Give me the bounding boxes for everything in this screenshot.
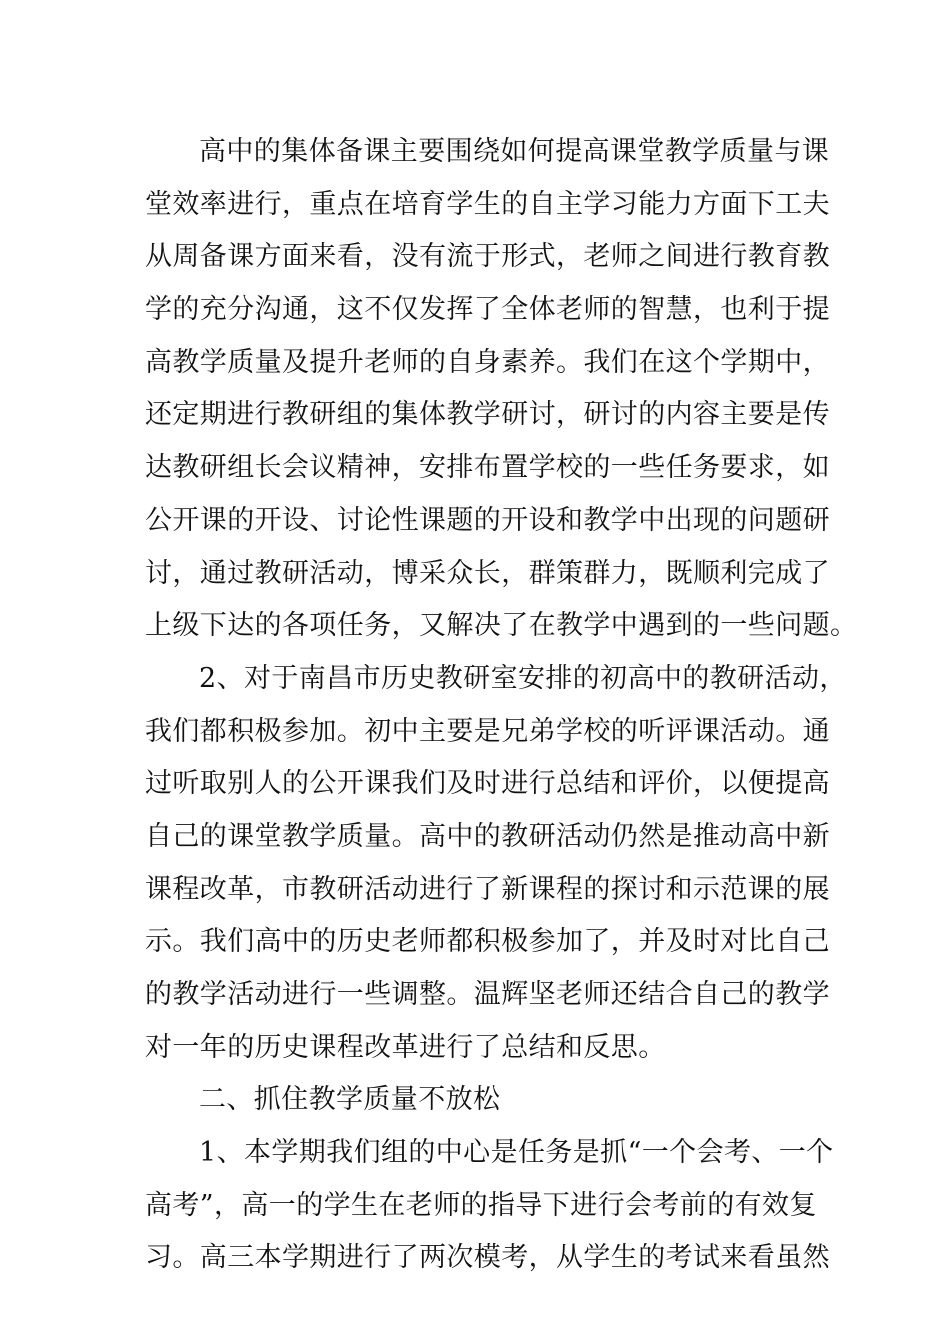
document-body (145, 126, 858, 1285)
text-line: 过听取别人的公开课我们及时进行总结和评价，以便提高 (145, 768, 830, 800)
text-line: 学的充分沟通，这不仅发挥了全体老师的智慧，也利于提 (145, 294, 830, 326)
text-line: 讨，通过教研活动，博采众长，群策群力，既顺利完成了 (145, 557, 830, 589)
text-line: 公开课的开设、讨论性课题的开设和教学中出现的问题研 (145, 504, 830, 536)
section-heading: 二、抓住教学质量不放松 (199, 1084, 501, 1116)
text-line: 我们都积极参加。初中主要是兄弟学校的听评课活动。通 (145, 715, 830, 747)
text-line: 1、本学期我们组的中心是任务是抓“一个会考、一个 (199, 1137, 834, 1169)
text-line: 高教学质量及提升老师的自身素养。我们在这个学期中， (145, 346, 830, 378)
text-line: 堂效率进行，重点在培育学生的自主学习能力方面下工夫 (145, 188, 830, 220)
text-line: 对一年的历史课程改革进行了总结和反思。 (145, 1031, 666, 1063)
text-line: 课程改革，市教研活动进行了新课程的探讨和示范课的展 (145, 873, 830, 905)
text-line: 示。我们高中的历史老师都积极参加了，并及时对比自己 (145, 926, 830, 958)
text-line: 达教研组长会议精神，安排布置学校的一些任务要求，如 (145, 452, 830, 484)
text-line: 2、对于南昌市历史教研室安排的初高中的教研活动， (199, 662, 847, 694)
text-line: 上级下达的各项任务，又解决了在教学中遇到的一些问题。 (145, 610, 858, 642)
text-line: 从周备课方面来看，没有流于形式，老师之间进行教育教 (145, 241, 830, 273)
text-line: 还定期进行教研组的集体教学研讨，研讨的内容主要是传 (145, 399, 830, 431)
text-line: 高考”，高一的学生在老师的指导下进行会考前的有效复 (145, 1189, 817, 1221)
text-line: 自己的课堂教学质量。高中的教研活动仍然是推动高中新 (145, 820, 830, 852)
text-line: 的教学活动进行一些调整。温辉坚老师还结合自己的教学 (145, 979, 830, 1010)
text-line: 高中的集体备课主要围绕如何提高课堂教学质量与课 (199, 136, 830, 167)
text-line: 习。高三本学期进行了两次模考，从学生的考试来看虽然 (145, 1242, 830, 1274)
